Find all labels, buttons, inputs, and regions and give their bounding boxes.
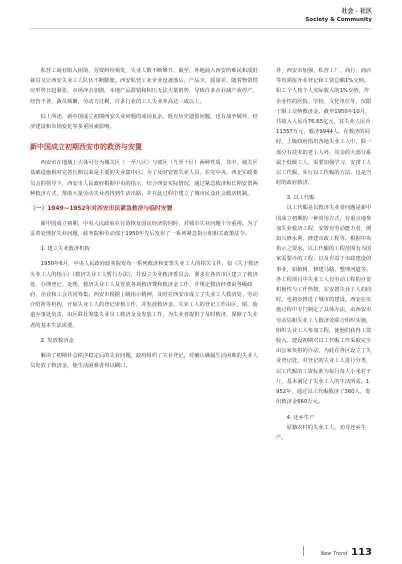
page-header (305, 8, 372, 24)
right-column (276, 66, 372, 443)
header-divider (30, 28, 372, 29)
paragraph: 综上所述，新中国成立初期西安失业问题的成因复杂，既有历史遗留问题，也有战争破坏、经济建设和市场变化等多重因素影响。 (30, 113, 258, 131)
paragraph: 外，西安市加强，私营工厂、商行、商店等均须报开业登记和工资总额1%交纳。职工个人按个人实际收入的1%交纳，作企业性的医院、学校、文化单位等，仅限于职工交纳救济金。截至1950年10月，共收入人民币76.65亿元，其失业人民币11357万元，救济9944人。在救济的同时，上级政府指出各地失业工人中，除一部分有技术的老工人外，其余的大部分系属于低级工人，需要加强学习，安排工人以工代赈，实行以工代赈的方法，这是当时的政府救济。 (276, 68, 372, 187)
item-heading: 1. 建立失业救济机构 (40, 246, 90, 253)
section-title-zh: 社会 · 社区 (341, 8, 372, 15)
page-footer (320, 547, 372, 558)
left-column (30, 66, 263, 371)
item-heading: 2. 发放救济金 (40, 337, 74, 344)
section-title-en: Society & Community (305, 17, 372, 23)
subsection-heading: （一）1949—1952年对西安市民紧急救济与临时安置 (30, 206, 173, 213)
item-heading: 4. 还乡生产 (286, 414, 315, 421)
magazine-name: New Trend (320, 551, 348, 557)
paragraph: 解决了初期社会秩序稳定后的失业问题，政府组织了失业登记，对确认确属生活困难的失业人员发放了救济金，使生活困难者得以糊口。 (30, 352, 258, 370)
footer-divider (303, 546, 304, 556)
item-heading: 3. 以工代赈 (286, 195, 315, 202)
paragraph: 私营工商业陷入困境，劳资纠纷频发，失业人数不断攀升。截至，外地涌入西安的难民和成批裁员又让西安失业工人队伍不断膨胀。西安私营工业企业设备落后，产品少，质量差，随着物资供应形势日趋紧张，市场冲击加剧，本地产品滞销和积压无法大量销售，导致许多企业减产或停产，经营不善、裁员频繁，劳动力过剩，许多行业的工人失业率高达三成以上。 (30, 68, 258, 105)
paragraph: 新中国成立初期，中央人民政府在有效恢复国民经济的同时，对城市失业问题十分重视。为了妥善处理好失业问题，政务院和劳动部于1950年先后发布了一系列紧急指示和相关政策法令。 (30, 221, 258, 238)
paragraph: 1950年6月，中央人民政府政务院发布一系列救济和安置失业工人的相关文件，如《关于救济失业工人的指示》《救济失业工人暂行办法》，并设立失业救济委员会，要求在各省市区建立了救济处，办理登记、处理、救济失业工人及发放各项救济费和救济金工作，并规定救济经费由各级政府、企业和工会共同筹集。西安市根据上级指示精神，及时在西安市成立了失业工人救济处、劳动介绍所等机构，开展失业工人的登记审核工作，并发放救济金。失业工人的登记工作由区、镇、街道办事处负责，由区联社筹集失业员工救济金及发放工作，为失业者提供了及时救济，保障了失业者的基本生活需要。 (30, 261, 259, 329)
paragraph: 西安市在地域上大体可分为城关区（一至八区）与郊区（九至十区）两种性质，其中，城关区基础设施相对完善长期以来是主要的失业集中区。为了及时安置失业人员，在党中央、西北军政委员会的领导下，西安市人民政府根据中央的指示，结合西安实际情况，通过紧急救济和长期安置两种救济方式，帮助大量劳动失业者找到生活出路，并在此过程中建立了城市民众社会救济机制。 (30, 160, 258, 197)
paragraph: 原籍农村的失业工人，劝导还乡生产。 (276, 424, 367, 441)
section-heading: 新中国成立初期西安市的救济与安置 (30, 143, 142, 152)
paragraph: 以工代赈是以救济失业者问题是新中国成立初期的一种常用方式，有重点地参加失业救济工程，安置有劳动能力者，例如兴修水利、修建市政工程等。根据中央指示之要求，以工代赈的工程范围有为国家需要办的工程，以及有益于市政建设的事业，如植树、修建马路、整理河道等。各工程项目中失业工人有劳动工程的自觉积极性与工作热情，在安置失业工人的同时，也初步推进了城市的建设。西安在实施过程中专门制定了具体办法，由西安市劳动局和失业工人救济处联合组织实施，组织失业工人参加工程，使他们获得工资收入。建设初期对以工代赈工作采取完全由公家负担的办法，为此在各区设立了失业登记处，对登记的失业工人进行分类，以工代赈的工资标准为每月每人小米若干斤，基本满足了失业工人的生活所需。1952年，通过以工代赈救济了360人，发出救济金660万元。 (276, 205, 372, 406)
page-number: 113 (351, 547, 372, 558)
